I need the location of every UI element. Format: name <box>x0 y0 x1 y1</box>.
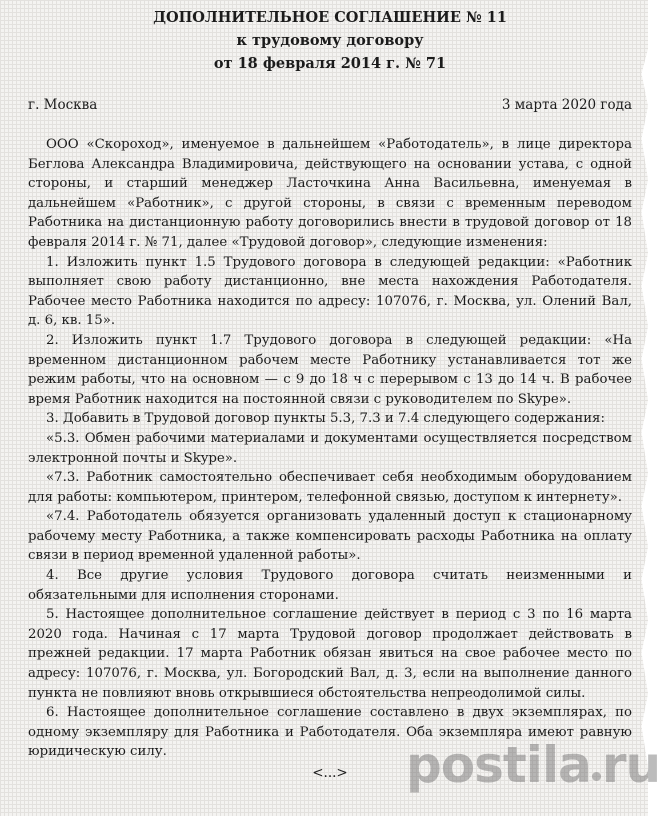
clause-5-3: «5.3. Обмен рабочими материалами и документами осуществляется посредством электронной почты и Skype». <box>28 430 632 466</box>
document <box>28 6 632 782</box>
place-date-row <box>28 95 632 115</box>
title-line-1: ДОПОЛНИТЕЛЬНОЕ СОГЛАШЕНИЕ № 11 <box>153 9 507 26</box>
clause-3: 3. Добавить в Трудовой договор пункты 5.3, 7.3 и 7.4 следующего содержания: <box>46 411 605 427</box>
clause-7-4: «7.4. Работодатель обязуется организовать удаленный доступ к стационарному рабочему месту Работника, а также компенсировать расходы Работника на оплату связи в период временной удаленной работы». <box>28 509 632 564</box>
title-line-3: от 18 февраля 2014 г. № 71 <box>213 55 447 72</box>
clause-7-3: «7.3. Работник самостоятельно обеспечивает себя необходимым оборудованием для работы: компьютером, принтером, телефонной связью, доступом к интернету». <box>28 470 632 505</box>
clause-1: 1. Изложить пункт 1.5 Трудового договора в следующей редакции: «Работник выполняет свою работу дистанционно, вне места нахождения Работодателя. Рабочее место Работника находится по адресу: 107076, г. Москва, ул. Олений Вал, д. 6, кв. 15». <box>28 254 632 329</box>
clause-6: 6. Настоящее дополнительное соглашение составлено в двух экземплярах, по одному экземпляру для Работника и Работодателя. Оба экземпляра имеют равную юридическую силу. <box>28 705 632 760</box>
document-body <box>28 135 632 762</box>
title-line-2: к трудовому договору <box>236 32 424 49</box>
omission-mark: <...> <box>312 765 348 781</box>
clause-4: 4. Все другие условия Трудового договора считать неизменными и обязательными для исполнения сторонами. <box>28 568 632 603</box>
clause-2: 2. Изложить пункт 1.7 Трудового договора в следующей редакции: «На временном дистанционном рабочем месте Работнику устанавливается тот же режим работы, что на основном — с 9 до 18 ч с перерывом с 13 до 14 ч. В рабочее время Работник находится на постоянной связи с руководителем по Skype». <box>28 332 632 407</box>
preamble-paragraph: ООО «Скороход», именуемое в дальнейшем «Работодатель», в лице директора Беглова Александра Владимировича, действующего на основании устава, с одной стороны, и старший менеджер Ласточкина Анна Васильевна, именуемая в дальнейшем «Работник», с другой стороны, в связи с временным переводом Работника на дистанционную работу договорились внести в трудовой договор от 18 февраля 2014 г. № 71, далее «Трудовой договор», следующие изменения: <box>28 137 632 250</box>
clause-5: 5. Настоящее дополнительное соглашение действует в период с 3 по 16 марта 2020 года. Начиная с 17 марта Трудовой договор продолжает действовать в прежней редакции. 17 марта Работник обязан явиться на свое рабочее место по адресу: 107076, г. Москва, ул. Богородский Вал, д. 3, если на выполнение данного пункта не повлияют вновь открывшиеся обстоятельства непреодолимой силы. <box>28 607 632 701</box>
watermark-text-main: postila <box>406 736 591 794</box>
document-date: 3 марта 2020 года <box>501 97 632 113</box>
document-title <box>28 6 632 75</box>
watermark-text-domain: ru <box>601 736 660 794</box>
city: г. Москва <box>28 97 98 113</box>
